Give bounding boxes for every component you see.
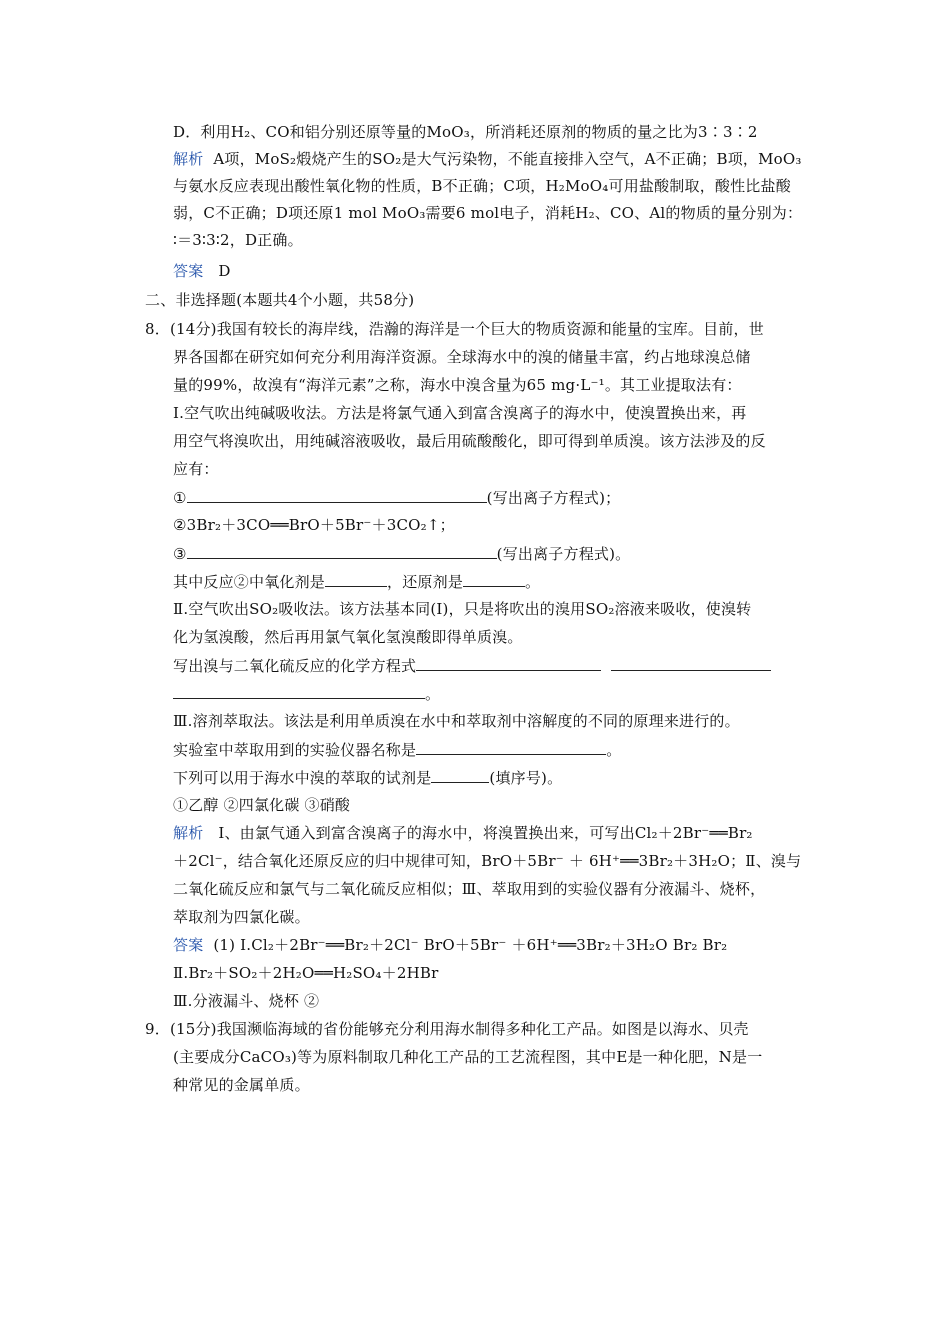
analysis-label: 解析 (173, 824, 204, 842)
q8-analysis-line-2: ＋2Cl⁻，结合氧化还原反应的归中规律可知，BrO＋5Br⁻ ＋ 6H⁺══3Br₂＋3H₂O；Ⅱ、溴与 (173, 852, 802, 870)
equation-end: 。 (425, 685, 441, 703)
reaction-3-hint: (写出离子方程式)。 (496, 545, 631, 563)
q7-option-d: D．利用H₂、CO和铝分别还原等量的MoO₃，所消耗还原剂的物质的量之比为3∶3∶2 (173, 123, 758, 141)
q8-answer-line-2: Ⅱ.Br₂＋SO₂＋2H₂O══H₂SO₄＋2HBr (173, 964, 439, 982)
q8-oxidant-question (173, 570, 540, 593)
q8-part2-2: 化为氢溴酸，然后再用氯气氧化氢溴酸即得单质溴。 (173, 628, 523, 646)
q8-stem-2: 界各国都在研究如何充分利用海洋资源。全球海水中的溴的储量丰富，约占地球溴总储 (173, 348, 751, 366)
reaction-1-hint: (写出离子方程式)； (486, 489, 621, 507)
q8-part3-q1 (173, 738, 621, 761)
equation-prompt: 写出溴与二氧化硫反应的化学方程式 (173, 657, 417, 675)
q8-reaction-2: ②3Br₂＋3CO══BrO＋5Br⁻＋3CO₂↑； (173, 516, 455, 534)
q8-analysis-line-3: 二氧化硫反应和氯气与二氧化硫反应相似；Ⅲ、萃取用到的实验仪器有分液漏斗、烧杯， (173, 880, 766, 898)
reductant-prompt: ，还原剂是 (387, 573, 464, 591)
section-title: 二、非选择题(本题共4个小题，共58分) (145, 291, 415, 309)
instrument-end: 。 (606, 741, 622, 759)
reaction-3-number: ③ (173, 545, 187, 563)
instrument-prompt: 实验室中萃取用到的实验仪器名称是 (173, 741, 417, 759)
oxidant-blank[interactable] (325, 570, 387, 587)
q8-stem-3: 量的99%，故溴有“海洋元素”之称，海水中溴含量为65 mg·L⁻¹。其工业提取法有： (173, 376, 742, 394)
instrument-blank[interactable] (416, 738, 606, 755)
q8-reaction-1 (173, 486, 620, 509)
q8-part3: Ⅲ.溶剂萃取法。该法是利用单质溴在水中和萃取剂中溶解度的不同的原理来进行的。 (173, 712, 740, 730)
q8-part1-2: 用空气将溴吹出，用纯碱溶液吸收，最后用硫酸酸化，即可得到单质溴。该方法涉及的反 (173, 432, 766, 450)
q7-analysis-line-1 (173, 148, 802, 170)
q8-analysis-line-1 (173, 822, 753, 844)
q8-answer-line-1 (173, 934, 727, 956)
q9-stem-3: 种常见的金属单质。 (173, 1076, 310, 1094)
q7-analysis-line-3: 弱，C不正确；D项还原1 mol MoO₃需要6 mol电子，消耗H₂、CO、Al的物质的量分别为： (173, 204, 803, 222)
equation-blank-1[interactable] (416, 654, 601, 671)
q8-part2-continuation (173, 682, 440, 705)
reaction-1-number: ① (173, 489, 187, 507)
q8-analysis-line-4: 萃取剂为四氯化碳。 (173, 908, 310, 926)
reagent-prompt: 下列可以用于海水中溴的萃取的试剂是 (173, 769, 432, 787)
q9-stem-1: 9．(15分)我国濒临海域的省份能够充分利用海水制得多种化工产品。如图是以海水、贝壳 (145, 1020, 749, 1038)
q8-options: ①乙醇 ②四氯化碳 ③硝酸 (173, 796, 351, 814)
q8-part1-3: 应有： (173, 460, 219, 478)
analysis-label: 解析 (173, 150, 204, 168)
q8-reaction-3 (173, 542, 630, 565)
q8-part1-1: Ⅰ.空气吹出纯碱吸收法。方法是将氯气通入到富含溴离子的海水中，使溴置换出来，再 (173, 404, 747, 422)
reaction-1-blank[interactable] (187, 486, 487, 503)
q8-answer-text-1: (1) Ⅰ.Cl₂＋2Br⁻══Br₂＋2Cl⁻ BrO＋5Br⁻ ＋6H⁺══3Br₂＋3H₂O Br₂ Br₂ (213, 936, 728, 954)
reagent-blank[interactable] (431, 766, 489, 783)
reductant-blank[interactable] (463, 570, 525, 587)
q9-stem-2: (主要成分CaCO₃)等为原料制取几种化工产品的工艺流程图，其中E是一种化肥，N是一 (173, 1048, 763, 1066)
q8-answer-line-3: Ⅲ.分液漏斗、烧杯 ② (173, 992, 320, 1010)
q7-analysis-line-4: ∶＝3∶3∶2，D正确。 (173, 231, 303, 249)
q8-stem-1: 8．(14分)我国有较长的海岸线，浩瀚的海洋是一个巨大的物质资源和能量的宝库。目前，世 (145, 320, 764, 338)
reagent-hint: (填序号)。 (489, 769, 563, 787)
q7-analysis-text-1: A项，MoS₂煅烧产生的SO₂是大气污染物，不能直接排入空气，A不正确；B项，MoO₃ (213, 150, 802, 168)
equation-blank-3[interactable] (173, 682, 425, 699)
answer-label: 答案 (173, 262, 204, 280)
answer-label: 答案 (173, 936, 204, 954)
oxidant-question-end: 。 (525, 573, 541, 591)
q8-part2-1: Ⅱ.空气吹出SO₂吸收法。该方法基本同(Ⅰ)，只是将吹出的溴用SO₂溶液来吸收，使溴转 (173, 600, 752, 618)
equation-blank-2[interactable] (611, 654, 771, 671)
q7-analysis-line-2: 与氨水反应表现出酸性氧化物的性质，B不正确；C项，H₂MoO₄可用盐酸制取，酸性比盐酸 (173, 177, 791, 195)
oxidant-prompt: 其中反应②中氧化剂是 (173, 573, 326, 591)
q8-analysis-text-1: Ⅰ、由氯气通入到富含溴离子的海水中，将溴置换出来，可写出Cl₂＋2Br⁻══Br₂ (218, 824, 753, 842)
q7-answer: D (218, 262, 231, 280)
q8-part2-question (173, 654, 771, 677)
q7-answer-line (173, 260, 231, 282)
q8-part3-q2 (173, 766, 562, 789)
reaction-3-blank[interactable] (187, 542, 497, 559)
